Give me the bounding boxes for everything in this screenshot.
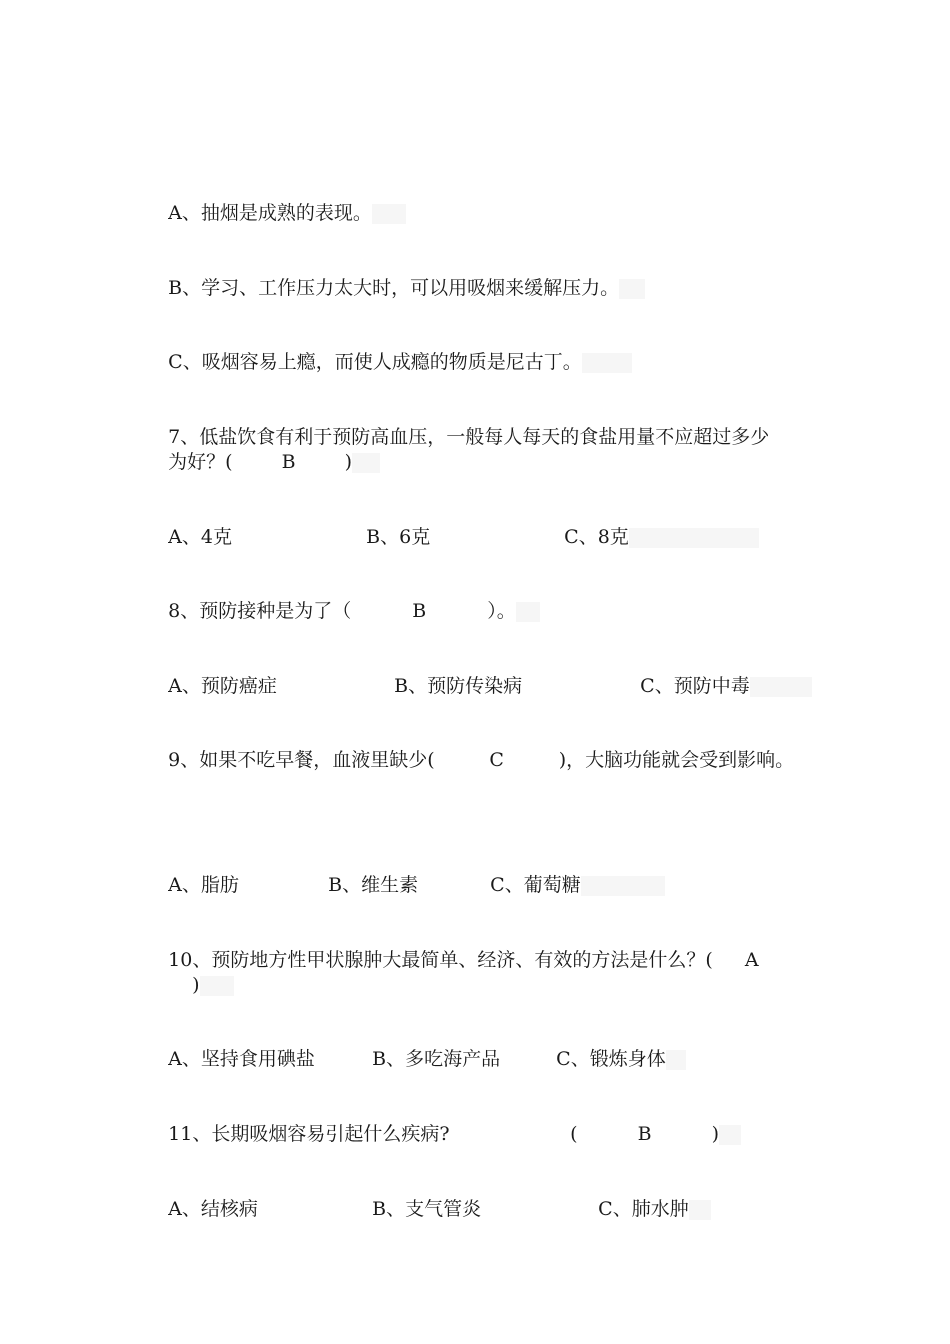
shade [629,528,759,548]
q8-question-text: 8、预防接种是为了（ [168,600,352,622]
q7-paren-open: 为好？( [168,451,233,473]
q7-option-a [168,524,366,550]
shade [689,1200,711,1220]
q11-options [144,1170,711,1248]
q9-options [144,846,665,924]
q9-question-text: 9、如果不吃早餐，血液里缺少( [168,749,435,771]
q9-option-c-text: C、葡萄糖 [490,874,581,896]
q7-option-b [366,524,564,550]
q6-option-a [144,174,406,252]
q8-question [144,572,540,650]
shade [582,353,632,373]
q8-option-b-text: B、预防传染病 [394,675,523,697]
q7-options [144,498,759,576]
q8-option-c [640,675,750,697]
shade [666,1050,686,1070]
q6-option-c-text: C、吸烟容易上瘾，而使人成瘾的物质是尼古丁。 [168,351,582,373]
shade [200,976,234,996]
q9-option-b [328,872,490,898]
q8-options [144,647,812,725]
q11-paren-close: ) [711,1123,720,1145]
shade [619,279,645,299]
q10-question-line2 [144,946,234,1024]
q10-option-a [168,1046,372,1072]
q11-paren-open: ( [570,1123,578,1145]
q11-option-c-text: C、肺水肿 [598,1198,689,1220]
q6-option-a-text: A、抽烟是成熟的表现。 [168,202,372,224]
q10-options [144,1020,686,1098]
q9-question [144,721,794,799]
q10-option-a-text: A、坚持食用碘盐 [168,1048,315,1070]
shade [719,1125,741,1145]
q10-option-c [556,1048,666,1070]
shade [372,204,406,224]
q10-paren-close: ) [192,974,200,996]
q9-answer: C [489,749,504,771]
q7-option-b-text: B、6克 [366,526,431,548]
q8-option-a-text: A、预防癌症 [168,675,277,697]
q10-answer: A [744,949,759,971]
q6-option-b [144,249,645,327]
q6-option-b-text: B、学习、工作压力太大时，可以用吸烟来缓解压力。 [168,277,620,299]
q9-option-a [168,872,328,898]
q8-option-b [394,673,640,699]
shade [750,677,812,697]
q8-answer: B [412,600,427,622]
q8-option-c-text: C、预防中毒 [640,675,750,697]
q10-option-b-text: B、多吃海产品 [372,1048,501,1070]
q7-option-a-text: A、4克 [168,526,232,548]
q9-option-a-text: A、脂肪 [168,874,239,896]
q11-answer: B [637,1123,652,1145]
q7-option-c [564,526,629,548]
shade [516,602,540,622]
q10-option-b [372,1046,556,1072]
q11-question [144,1095,741,1173]
shade [352,453,380,473]
q11-option-b [372,1196,598,1222]
q9-question-text-end: )，大脑功能就会受到影响。 [558,749,795,771]
q10-option-c-text: C、锻炼身体 [556,1048,666,1070]
q10-question-text: 10、预防地方性甲状腺肿大最简单、经济、有效的方法是什么？( [168,949,713,971]
q10-question-line1 [144,921,791,999]
q9-option-c [490,874,581,896]
q8-paren-close: ）。 [487,600,516,622]
q7-answer: B [281,451,296,473]
q7-paren-close: ) [344,451,353,473]
q11-option-b-text: B、支气管炎 [372,1198,482,1220]
q11-question-text: 11、长期吸烟容易引起什么疾病? [168,1123,450,1145]
q7-question-line2 [144,423,380,501]
q11-option-a-text: A、结核病 [168,1198,258,1220]
q11-option-c [598,1198,689,1220]
q7-option-c-text: C、8克 [564,526,629,548]
q7-question-text: 7、低盐饮食有利于预防高血压，一般每人每天的食盐用量不应超过多少 [168,426,770,448]
q9-option-b-text: B、维生素 [328,874,419,896]
q11-option-a [168,1196,372,1222]
q6-option-c [144,323,632,401]
shade [581,876,665,896]
q8-option-a [168,673,394,699]
q11-question-text-wrap [168,1121,570,1147]
